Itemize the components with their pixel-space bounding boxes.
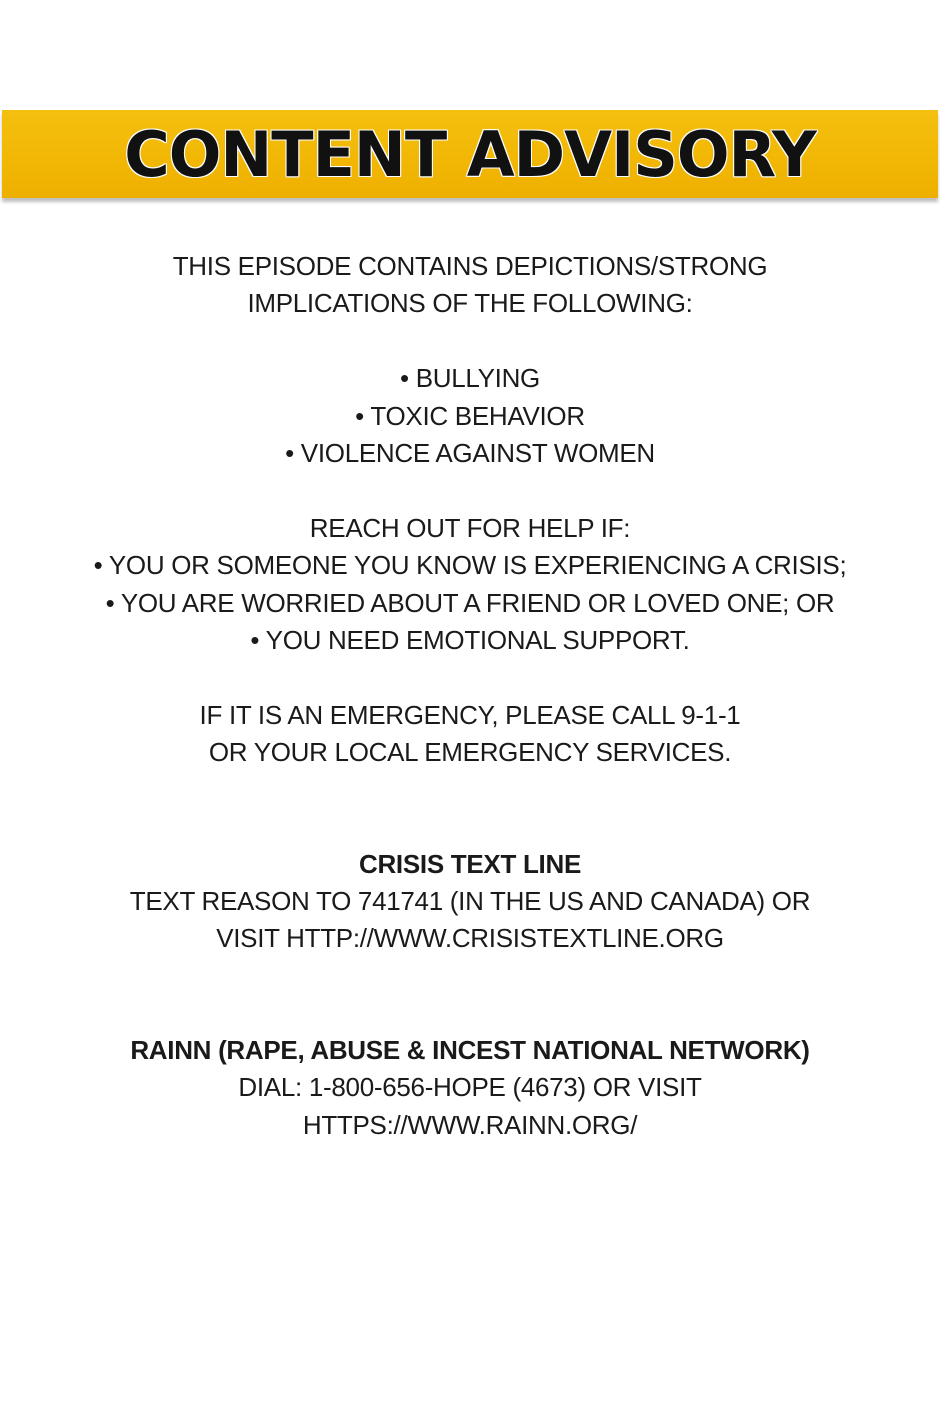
help-item: • YOU OR SOMEONE YOU KNOW IS EXPERIENCING A CRISIS; [93,550,847,581]
emergency-line: IF IT IS AN EMERGENCY, PLEASE CALL 9-1-1 [199,699,741,730]
help-item: • YOU ARE WORRIED ABOUT A FRIEND OR LOVED ONE; OR [105,587,835,618]
crisis-text-line-title: CRISIS TEXT LINE [358,848,581,879]
emergency-line: OR YOUR LOCAL EMERGENCY SERVICES. [208,737,732,768]
topic-item: • TOXIC BEHAVIOR [355,400,585,431]
help-item: • YOU NEED EMOTIONAL SUPPORT. [250,625,690,656]
help-heading: REACH OUT FOR HELP IF: [309,512,631,543]
rainn-link: HTTPS://WWW.RAINN.ORG/ [302,1109,638,1140]
advisory-body [0,248,940,1144]
crisis-text-line-link: VISIT HTTP://WWW.CRISISTEXTLINE.ORG [216,923,724,954]
advisory-banner [2,110,938,198]
page-title: CONTENT ADVISORY [124,118,816,191]
intro-line: IMPLICATIONS OF THE FOLLOWING: [247,288,693,319]
rainn-info: DIAL: 1-800-656-HOPE (4673) OR VISIT [238,1072,702,1103]
rainn-title: RAINN (RAPE, ABUSE & INCEST NATIONAL NETWORK) [130,1034,810,1065]
intro-line: THIS EPISODE CONTAINS DEPICTIONS/STRONG [172,251,768,281]
crisis-text-line-info: TEXT REASON TO 741741 (IN THE US AND CANADA) OR [129,886,811,917]
topic-item: • BULLYING [399,363,540,394]
topic-item: • VIOLENCE AGAINST WOMEN [285,438,655,469]
